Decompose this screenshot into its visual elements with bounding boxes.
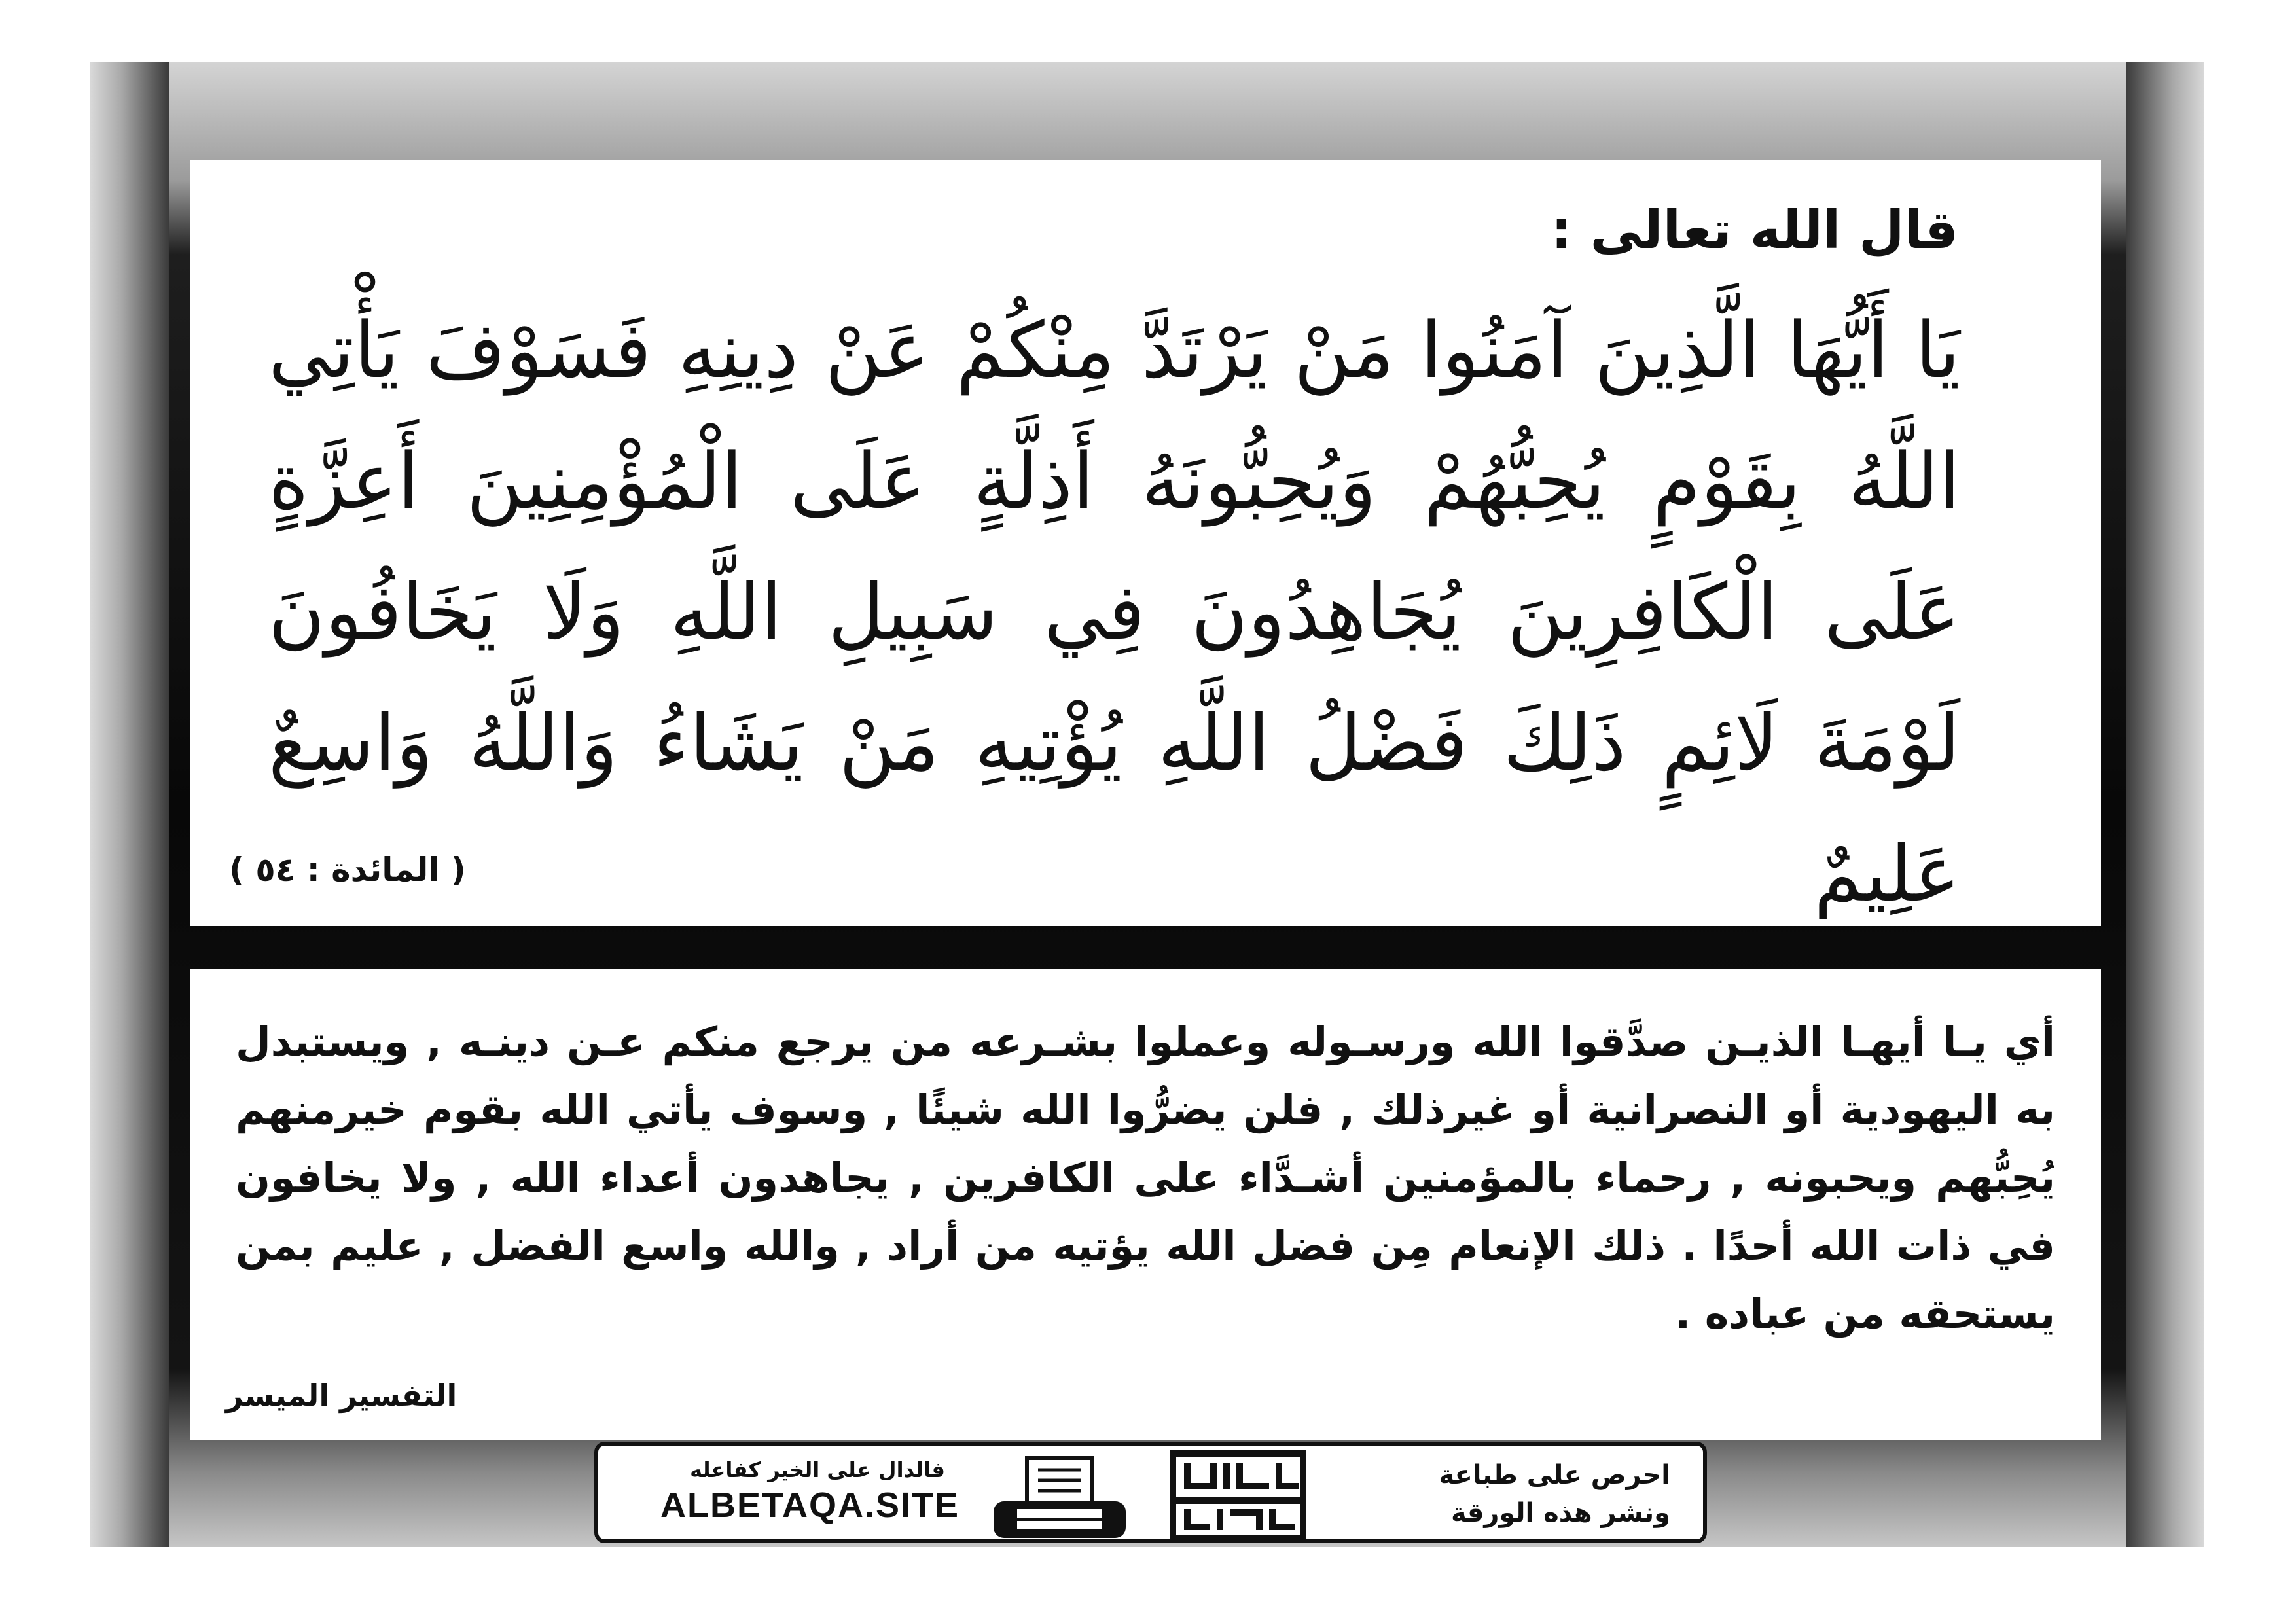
tafsir-panel bbox=[190, 969, 2101, 1440]
frame-left-bevel bbox=[90, 62, 169, 1547]
footer-slogan: فالدال على الخير كفاعله bbox=[690, 1457, 945, 1482]
site-link[interactable]: ALBETAQA.SITE bbox=[660, 1486, 960, 1525]
verse-reference: ( المائدة : ٥٤ ) bbox=[229, 851, 466, 889]
footer-call-to-action bbox=[1363, 1446, 1670, 1539]
verse-panel bbox=[190, 160, 2101, 926]
dawat-alwaraqa-logo bbox=[1168, 1448, 1308, 1543]
tafsir-source: التفسير الميسر bbox=[226, 1378, 457, 1413]
cta-line-1: احرص على طباعة bbox=[1439, 1460, 1670, 1490]
footer-bar bbox=[594, 1442, 1707, 1543]
footer-site-block bbox=[598, 1446, 968, 1539]
verse-intro: قال الله تعالى : bbox=[1551, 200, 1958, 260]
tafsir-text: أي يـا أيهـا الذيـن صدَّقوا الله ورسـوله وعملوا بشـرعه من يرجع منكم عـن دينـه , ويستبدل به اليهودية أو النصرانية أو غيرذلك , فلن يضرُّوا الله شيئًا , وسوف يأتي الله بقوم خيرمنهم يُحِبُّهم ويحبونه , رحماء بالمؤمنين أشـدَّاء على الكافرين , يجاهدون أعداء الله , ولا يخافون في ذات الله أحدًا . ذلك الإنعام مِن فضل الله يؤتيه من أراد , والله واسع الفضل , عليم بمن يستحقه من عباده . bbox=[236, 1018, 2055, 1338]
quran-verse: يَا أَيُّهَا الَّذِينَ آمَنُوا مَنْ يَرْتَدَّ مِنْكُمْ عَنْ دِينِهِ فَسَوْفَ يَأْتِي اللَّهُ بِقَوْمٍ يُحِبُّهُمْ وَيُحِبُّونَهُ أَذِلَّةٍ عَلَى الْمُؤْمِنِينَ أَعِزَّةٍ عَلَى الْكَافِرِينَ يُجَاهِدُونَ فِي سَبِيلِ اللَّهِ وَلَا يَخَافُونَ لَوْمَةَ لَائِمٍ ذَلِكَ فَضْلُ اللَّهِ يُؤْتِيهِ مَنْ يَشَاءُ وَاللَّهُ وَاسِعٌ عَلِيمٌ bbox=[268, 305, 1960, 919]
cta-line-2: ونشر هذه الورقة bbox=[1450, 1498, 1670, 1528]
printer-icon bbox=[991, 1455, 1128, 1541]
frame-right-bevel bbox=[2126, 62, 2204, 1547]
